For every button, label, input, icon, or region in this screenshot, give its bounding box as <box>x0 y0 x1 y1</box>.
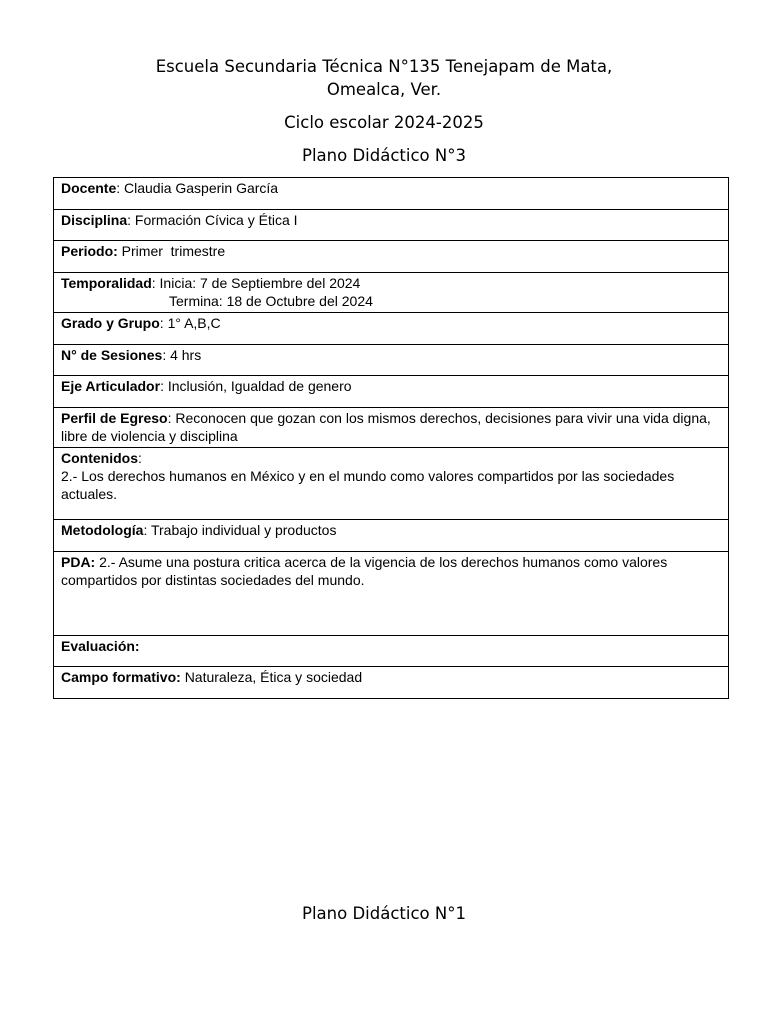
cell-periodo <box>54 241 729 273</box>
metodologia-sep: : <box>143 522 151 538</box>
contenidos-label: Contenidos <box>61 450 138 466</box>
docente-value: Claudia Gasperin García <box>124 180 279 196</box>
cell-pda <box>54 552 729 636</box>
temporalidad-start: Inicia: 7 de Septiembre del 2024 <box>159 275 361 291</box>
row-campo <box>54 667 729 699</box>
school-name <box>0 55 768 101</box>
metodologia-label: Metodología <box>61 522 144 538</box>
row-eje <box>54 376 729 408</box>
sesiones-label: N° de Sesiones <box>61 347 163 363</box>
plan-title: Plano Didáctico N°3 <box>302 146 466 165</box>
row-grado <box>54 313 729 345</box>
pda-label: PDA: <box>61 554 96 570</box>
cell-disciplina <box>54 210 729 241</box>
disciplina-sep: : <box>127 212 135 228</box>
plan-title-secondary: Plano Didáctico N°1 <box>302 904 466 923</box>
perfil-value: Reconocen que gozan con los mismos derechos, decisiones para vivir una vida digna, libre de violencia y disciplina <box>61 410 711 444</box>
cell-perfil <box>54 408 729 448</box>
grado-sep: : <box>159 315 168 331</box>
sesiones-sep: : <box>162 347 171 363</box>
cell-evaluacion <box>54 636 729 667</box>
grado-label: Grado y Grupo <box>61 315 160 331</box>
contenidos-sep: : <box>138 450 142 466</box>
metodologia-value: Trabajo individual y productos <box>150 522 337 538</box>
campo-value: Naturaleza, Ética y sociedad <box>184 669 363 685</box>
grado-value: 1° A,B,C <box>167 315 221 331</box>
row-periodo <box>54 241 729 273</box>
row-pda <box>54 552 729 636</box>
temporalidad-sep: : <box>151 275 160 291</box>
docente-sep: : <box>116 180 125 196</box>
cell-grado <box>54 313 729 345</box>
eje-label: Eje Articulador <box>61 378 161 394</box>
school-name-line-1: Escuela Secundaria Técnica N°135 Tenejapam de Mata, <box>155 57 613 76</box>
periodo-value: Primer trimestre <box>121 243 226 259</box>
perfil-sep: : <box>167 410 176 426</box>
row-contenidos <box>54 448 729 520</box>
disciplina-label: Disciplina <box>61 212 128 228</box>
cell-temporalidad <box>54 273 729 313</box>
perfil-label: Perfil de Egreso <box>61 410 168 426</box>
evaluacion-label: Evaluación: <box>61 638 140 654</box>
cell-metodologia <box>54 520 729 552</box>
row-perfil <box>54 408 729 448</box>
cell-campo <box>54 667 729 699</box>
campo-label: Campo formativo: <box>61 669 181 685</box>
eje-sep: : <box>160 378 168 394</box>
temporalidad-end: Termina: 18 de Octubre del 2024 <box>169 293 373 309</box>
row-evaluacion <box>54 636 729 667</box>
school-name-line-2: Omealca, Ver. <box>326 80 442 99</box>
cell-docente <box>54 178 729 210</box>
periodo-label: Periodo: <box>61 243 118 259</box>
sesiones-value: 4 hrs <box>170 347 202 363</box>
cell-contenidos <box>54 448 729 520</box>
row-sesiones <box>54 345 729 376</box>
row-temporalidad <box>54 273 729 313</box>
plan-table <box>53 177 729 699</box>
disciplina-value: Formación Cívica y Ética I <box>134 212 298 228</box>
eje-value: Inclusión, Igualdad de genero <box>167 378 352 394</box>
contenidos-value: 2.- Los derechos humanos en México y en el mundo como valores compartidos por las sociedades actuales. <box>61 468 675 502</box>
row-disciplina <box>54 210 729 241</box>
temporalidad-label: Temporalidad <box>61 275 152 291</box>
pda-value: 2.- Asume una postura critica acerca de la vigencia de los derechos humanos como valores compartidos por distintas sociedades del mundo. <box>61 554 668 588</box>
row-metodologia <box>54 520 729 552</box>
school-cycle: Ciclo escolar 2024-2025 <box>284 113 484 132</box>
cell-sesiones <box>54 345 729 376</box>
cell-eje <box>54 376 729 408</box>
docente-label: Docente <box>61 180 117 196</box>
row-docente <box>54 178 729 210</box>
